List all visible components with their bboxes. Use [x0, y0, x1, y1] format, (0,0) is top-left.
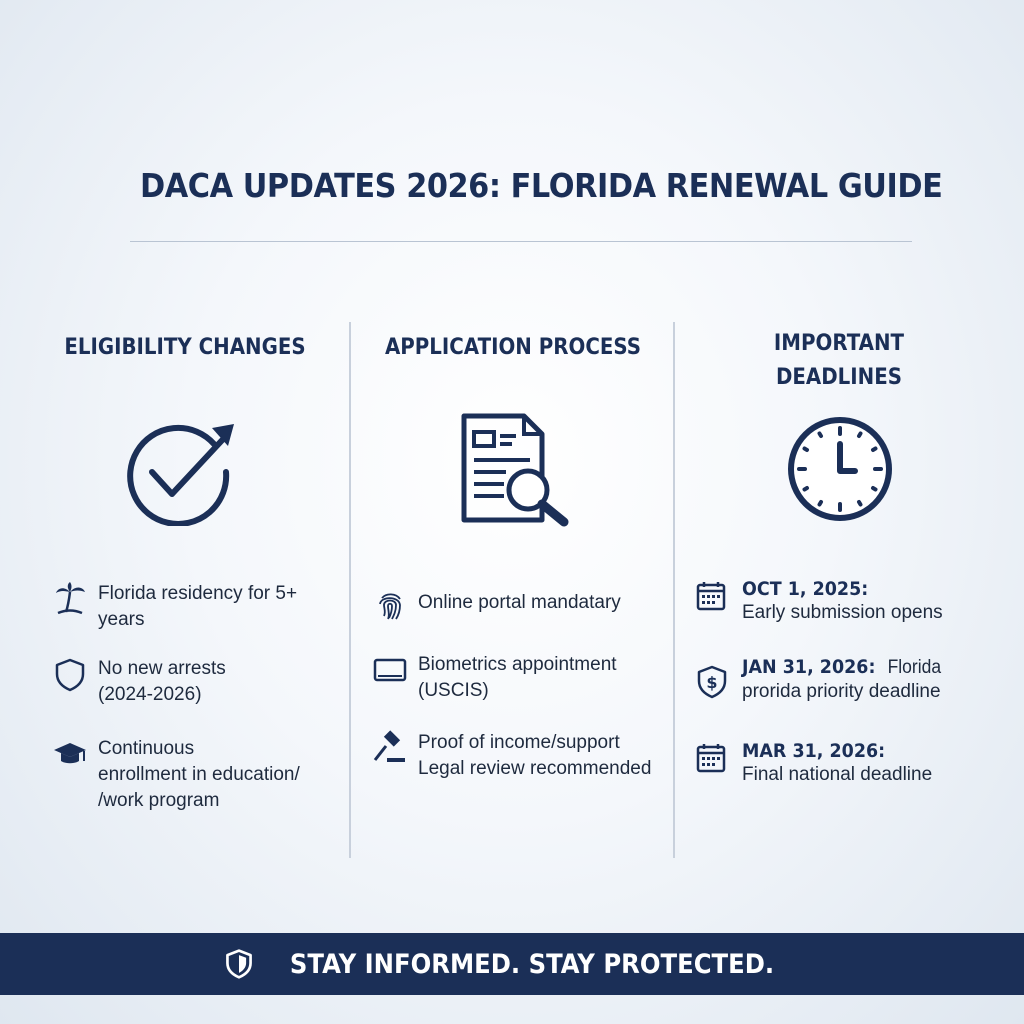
- svg-text:$: $: [706, 673, 718, 692]
- deadline-item: MAR 31, 2026: Final national deadline: [694, 740, 932, 788]
- column-divider-right: [673, 322, 675, 858]
- application-item: Online portal mandatary: [372, 588, 621, 624]
- deadline-date-suffix: Florida: [887, 657, 942, 678]
- laptop-icon: [372, 652, 408, 688]
- document-search-icon: [460, 412, 576, 528]
- check-circle-arrow-icon: [122, 414, 238, 526]
- footer-text: STAY INFORMED. STAY PROTECTED.: [289, 948, 775, 980]
- calendar-icon: [694, 740, 730, 776]
- calendar-icon: [694, 578, 730, 614]
- deadlines-heading: IMPORTANT DEADLINES: [773, 331, 905, 390]
- shield-icon: [223, 946, 255, 982]
- page-title: DACA UPDATES 2026: FLORIDA RENEWAL GUIDE: [140, 166, 943, 205]
- dollar-shield-icon: [694, 664, 730, 700]
- palm-tree-icon: [52, 580, 88, 616]
- eligibility-item: Florida residency for 5+ years: [52, 580, 297, 633]
- gavel-icon: [372, 730, 408, 766]
- eligibility-item: No new arrests (2024-2026): [52, 656, 226, 708]
- deadline-date: OCT 1, 2025:: [742, 578, 869, 600]
- application-item: Biometrics appointment (USCIS): [372, 652, 617, 704]
- clock-icon: [785, 414, 895, 524]
- application-item: Proof of income/support Legal review recommended: [372, 730, 651, 782]
- footer-banner: [0, 933, 1024, 995]
- title-divider: [130, 241, 912, 242]
- deadline-item: $ JAN 31, 2026: Florida prorida priority deadline: [694, 656, 958, 705]
- deadline-date: JAN 31, 2026: Florida: [742, 656, 942, 678]
- graduation-cap-icon: [52, 736, 88, 772]
- deadline-date: MAR 31, 2026:: [742, 740, 886, 762]
- application-heading: APPLICATION PROCESS: [384, 335, 642, 360]
- eligibility-item: Continuous enrollment in education/ /work program: [52, 736, 300, 814]
- column-divider-left: [349, 322, 351, 858]
- eligibility-heading: ELIGIBILITY CHANGES: [64, 335, 306, 360]
- fingerprint-icon: [372, 588, 408, 624]
- shield-icon: [52, 656, 88, 692]
- deadline-item: OCT 1, 2025: Early submission opens: [694, 578, 943, 626]
